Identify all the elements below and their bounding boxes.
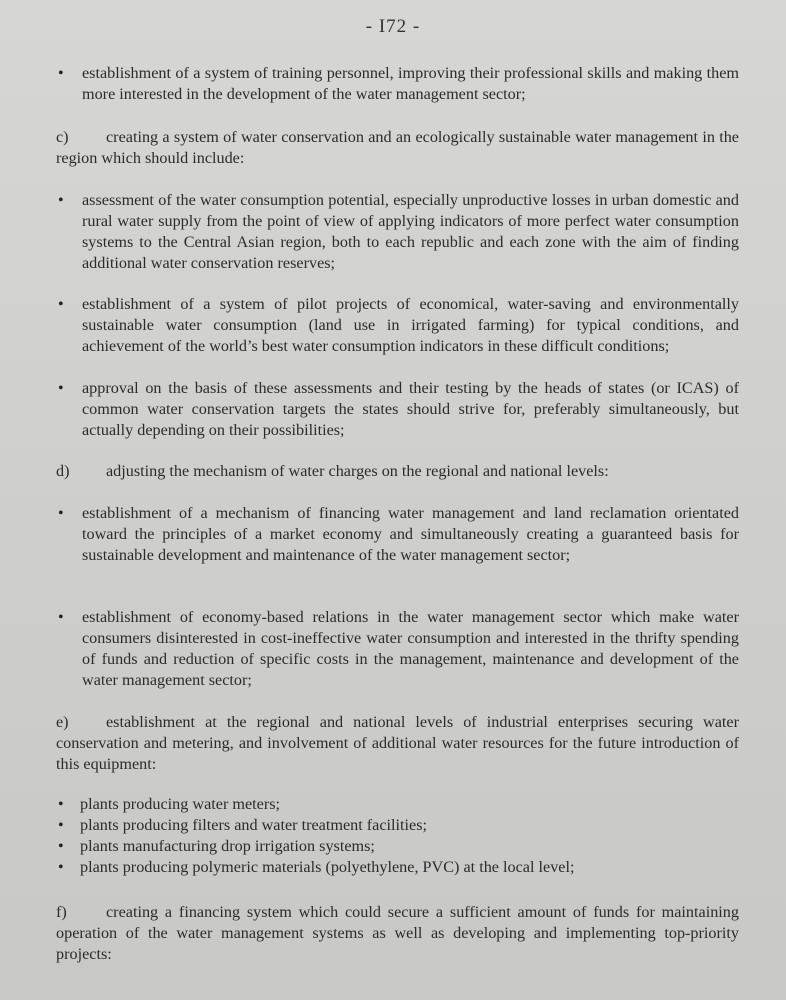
section-label: c) (56, 128, 69, 146)
list-item: plants manufacturing drop irrigation systems; (80, 837, 375, 855)
list-item: plants producing water meters; (80, 795, 281, 813)
section-label: d) (56, 462, 70, 480)
bullet-icon: • (58, 817, 64, 834)
list-item: establishment of a system of training personnel, improving their professional skills and making them more interested in the development of the water management sector; (82, 64, 739, 103)
bullet-icon: • (58, 296, 64, 313)
list-item: approval on the basis of these assessments and their testing by the heads of states (or ICAS) of common water conservation targets the states should strive for, preferably simultaneously, but actually depending on their possibilities; (82, 379, 739, 439)
bullet-icon: • (58, 796, 64, 813)
page-number: - I72 - (365, 16, 421, 37)
list-item: plants producing filters and water treatment facilities; (80, 816, 428, 834)
bullet-icon: • (58, 65, 64, 82)
section-c (56, 127, 739, 169)
section-label: f) (56, 903, 67, 921)
section-text: establishment at the regional and national levels of industrial enterprises securing water conservation and metering, and involvement of additional water resources for the future introduction of this equipment: (56, 713, 739, 773)
bullet-icon: • (58, 859, 64, 876)
section-text: creating a system of water conservation and an ecologically sustainable water management in the region which should include: (56, 128, 739, 167)
list-item: plants producing polymeric materials (polyethylene, PVC) at the local level; (80, 858, 575, 876)
bullet-icon: • (58, 505, 64, 522)
list-item: establishment of a system of pilot projects of economical, water-saving and environmentally sustainable water consumption (land use in irrigated farming) for typical conditions, and achievement of the world’s best water consumption indicators in these difficult conditions; (82, 295, 739, 355)
section-label: e) (56, 713, 69, 731)
section-text: creating a financing system which could secure a sufficient amount of funds for maintaining operation of the water management systems as well as developing and implementing top-priority projects: (56, 903, 739, 963)
bullet-icon: • (58, 609, 64, 626)
list-item: establishment of a mechanism of financing water management and land reclamation orientated toward the principles of a market economy and simultaneously creating a guaranteed basis for sustainable development and maintenance of the water management sector; (82, 504, 739, 564)
bullet-icon: • (58, 380, 64, 397)
section-f (56, 902, 739, 965)
bullet-icon: • (58, 192, 64, 209)
bullet-icon: • (58, 838, 64, 855)
section-d (56, 461, 739, 482)
list-item: assessment of the water consumption potential, especially unproductive losses in urban domestic and rural water supply from the point of view of applying indicators of more perfect water consumption systems to the Central Asian region, both to each republic and each zone with the aim of finding additional water conservation reserves; (82, 191, 739, 272)
list-item: establishment of economy-based relations in the water management sector which make water consumers disinterested in cost-ineffective water consumption and interested in the thrifty spending of funds and reduction of specific costs in the management, maintenance and development of the water management sector; (82, 608, 739, 689)
section-e (56, 712, 739, 775)
section-text: adjusting the mechanism of water charges on the regional and national levels: (106, 462, 609, 480)
